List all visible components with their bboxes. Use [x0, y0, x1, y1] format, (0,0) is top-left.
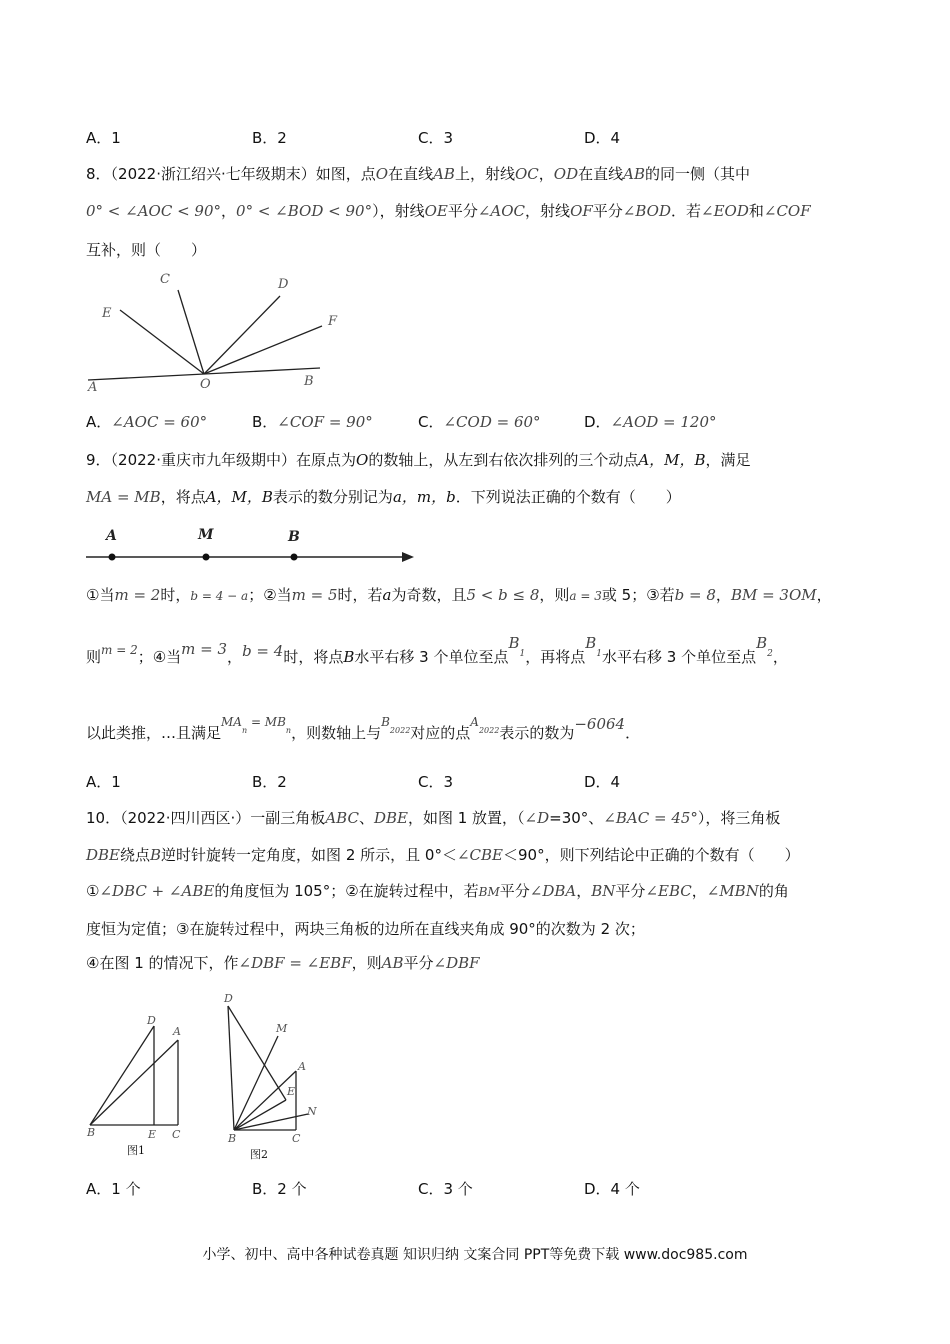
- q9-math: BM = 3OM: [730, 586, 817, 604]
- q10-line-4: 度恒为定值；③在旋转过程中，两块三角板的边所在直线夹角成 90°的次数为 2 次；: [86, 920, 645, 938]
- q8-text: 在直线: [388, 165, 434, 183]
- q9-text: 以此类推，…且满足: [86, 724, 222, 742]
- q9-math: m = 2: [114, 586, 161, 604]
- q9-subscript: n: [241, 726, 248, 735]
- q10-text: ，如图 1 放置，（: [407, 809, 525, 827]
- q10-line-3: [86, 880, 789, 903]
- option-expr: ∠COF = 90°: [277, 413, 373, 431]
- q8-option-a: [86, 411, 207, 433]
- q8-math: 0° < ∠AOC < 90°: [86, 202, 222, 220]
- q9-number: 9．: [86, 451, 111, 469]
- q9-text: （2022·重庆市九年级期中）在原点为: [110, 451, 356, 469]
- axis-arrow-icon: [402, 552, 414, 562]
- q8-option-d: [584, 411, 717, 433]
- q9-text: ，: [227, 648, 243, 666]
- q9-text: ①当: [86, 586, 115, 604]
- q9-math: B: [343, 648, 355, 666]
- q8-text: 在直线: [578, 165, 624, 183]
- q7-option-c: C．3: [418, 129, 454, 147]
- label-a: A: [88, 380, 98, 395]
- q10-math: ∠DBC + ∠ABE: [99, 882, 215, 900]
- q8-text: ，射线: [525, 202, 571, 220]
- q9-text: 对应的点: [410, 724, 471, 742]
- q9-subscript: 2: [767, 649, 773, 659]
- q9-text: ，: [816, 586, 832, 604]
- q9-math: b = 4: [242, 642, 284, 660]
- q10-text: 平分: [615, 882, 646, 900]
- ray-bm: [234, 1036, 278, 1130]
- side-bd: [90, 1026, 154, 1125]
- q8-text: 和: [748, 202, 764, 220]
- option-letter: D．: [584, 413, 611, 431]
- q10-math: ABC: [325, 809, 359, 827]
- q10-math: ∠DBF: [433, 954, 480, 972]
- q9-text: 水平右移 3 个单位至点: [354, 648, 509, 666]
- q10-math: ∠DBF = ∠EBF: [238, 954, 352, 972]
- q10-text: ），将三角板: [697, 809, 781, 827]
- q8-option-b: [252, 411, 373, 433]
- q9-text: 时，若: [337, 586, 383, 604]
- q10-text: 、: [358, 809, 374, 827]
- q8-math: OE: [424, 202, 448, 220]
- q8-text: 上，射线: [454, 165, 515, 183]
- q7-option-d: D．4: [584, 129, 621, 147]
- side-ba: [90, 1040, 178, 1125]
- label-c: C: [160, 272, 170, 287]
- q9-math: O: [356, 451, 369, 469]
- label-e: E: [102, 306, 112, 321]
- q7-option-b: B．2: [252, 129, 287, 147]
- q10-math: DBE: [373, 809, 408, 827]
- ray-oe: [120, 310, 204, 374]
- q10-number: 10．: [86, 809, 121, 827]
- q8-math: OF: [570, 202, 593, 220]
- q10-line-5: [86, 952, 480, 974]
- q9-text: ，将点: [160, 488, 206, 506]
- q8-text: ，: [221, 202, 237, 220]
- q10-text: ，则: [351, 954, 382, 972]
- q9-text: ；④当: [137, 648, 182, 666]
- q9-math: m = 2: [101, 643, 138, 657]
- q8-math: OD: [553, 165, 579, 183]
- q10-math: DBE: [86, 846, 120, 864]
- q9-text: ，: [715, 586, 731, 604]
- q9-text: 则: [86, 648, 102, 666]
- q10-text: ①: [86, 882, 100, 900]
- q10-text: 绕点: [120, 846, 151, 864]
- q9-text: 表示的数分别记为: [272, 488, 393, 506]
- q9-math: B: [585, 634, 597, 652]
- q8-text: ，: [538, 165, 554, 183]
- q9-text: 为奇数，且: [391, 586, 467, 604]
- q9-math: b = 4 − a: [190, 589, 249, 603]
- q9-text: ，则: [539, 586, 570, 604]
- q8-math: OC: [514, 165, 539, 183]
- q10-math: ∠EBC: [645, 882, 692, 900]
- side-bd: [228, 1006, 234, 1130]
- q10-math: ∠CBE: [456, 846, 503, 864]
- label-f: F: [328, 314, 338, 329]
- q10-option-c: C．3 个: [418, 1180, 473, 1198]
- fig1-label-a: A: [173, 1025, 181, 1038]
- q10-option-a: A．1 个: [86, 1180, 141, 1198]
- q8-math: ∠BOD: [622, 202, 671, 220]
- q8-option-c: [418, 411, 541, 433]
- axis-label-a: A: [106, 528, 117, 544]
- option-expr: ∠AOD = 120°: [610, 413, 717, 431]
- q9-text: ．下列说法正确的个数有（ ）: [455, 488, 681, 506]
- q10-math: ∠DBA: [529, 882, 577, 900]
- fig2-label-b: B: [228, 1132, 237, 1145]
- q10-math: ∠MBN: [706, 882, 759, 900]
- side-ba: [234, 1071, 296, 1130]
- q8-text: ．若: [671, 202, 702, 220]
- q10-text: ④在图 1 的情况下，作: [86, 954, 239, 972]
- q9-math: m = 3: [181, 640, 228, 658]
- q9-math: B: [381, 715, 390, 729]
- q9-subscript: 1: [596, 649, 602, 659]
- q9-text: 水平右移 3 个单位至点: [602, 648, 757, 666]
- q9-option-b: B．2: [252, 773, 287, 791]
- q8-text: 平分: [447, 202, 478, 220]
- q9-number-line: [84, 530, 424, 570]
- q10-text: ，: [691, 882, 707, 900]
- axis-label-b: B: [288, 529, 300, 545]
- q8-line-3: 互补，则（ ）: [86, 241, 207, 259]
- q9-text: ，: [772, 648, 788, 666]
- fig2-label-e: E: [287, 1085, 296, 1098]
- q9-math: MA: [221, 715, 242, 729]
- q10-text: 平分: [499, 882, 530, 900]
- q9-math: −6064: [574, 715, 626, 733]
- point-m: [203, 554, 210, 561]
- q10-text: 的角度恒为 105°；②在旋转过程中，若: [214, 882, 479, 900]
- q9-text: ；②当: [248, 586, 292, 604]
- q10-text: ＜90°，则下列结论中正确的个数有（ ）: [502, 846, 800, 864]
- q8-text: （2022·浙江绍兴·七年级期末）如图，点: [110, 165, 376, 183]
- q10-math: ∠BAC = 45°: [603, 809, 698, 827]
- q10-text: ，: [576, 882, 592, 900]
- q9-option-a: A．1: [86, 773, 121, 791]
- q10-text: 的角: [758, 882, 789, 900]
- q9-math: B: [508, 634, 520, 652]
- q9-text: 时，: [160, 586, 191, 604]
- option-letter: C．: [418, 413, 444, 431]
- q9-math: 5 < b ≤ 8: [466, 586, 540, 604]
- fig1-label-d: D: [147, 1014, 156, 1027]
- q9-text: ，满足: [705, 451, 751, 469]
- q7-option-a: A．1: [86, 129, 121, 147]
- fig2-caption: 图2: [250, 1148, 268, 1161]
- q10-math: AB: [381, 954, 404, 972]
- q9-option-d: D．4: [584, 773, 621, 791]
- q9-math: = MB: [247, 715, 286, 729]
- label-b: B: [304, 374, 314, 389]
- point-b: [291, 554, 298, 561]
- axis-label-m: M: [198, 527, 214, 543]
- q9-subscript: 1: [519, 649, 526, 659]
- q8-line-2: [86, 200, 811, 222]
- q9-math: A，M，B: [205, 488, 273, 506]
- q10-math: BN: [591, 882, 616, 900]
- ray-oc: [178, 290, 204, 374]
- q8-math: O: [375, 165, 389, 183]
- fig1-label-b: B: [87, 1126, 96, 1139]
- option-expr: ∠AOC = 60°: [111, 413, 208, 431]
- q8-number: 8．: [86, 165, 111, 183]
- q9-text: 的数轴上，从左到右依次排列的三个动点: [368, 451, 639, 469]
- q9-math: m = 5: [291, 586, 338, 604]
- q10-text: 逆时针旋转一定角度，如图 2 所示，且 0°＜: [161, 846, 457, 864]
- q9-option-c: C．3: [418, 773, 454, 791]
- ray-od: [204, 296, 280, 374]
- q9-line-5: [86, 715, 641, 751]
- fig2-label-a: A: [298, 1060, 306, 1073]
- q9-text: ，再将点: [525, 648, 586, 666]
- q9-subscript: 2022: [478, 726, 500, 735]
- q9-text: ．: [625, 724, 641, 742]
- q10-text: （2022·四川西区·）一副三角板: [120, 809, 326, 827]
- q8-math: AB: [623, 165, 645, 183]
- q9-math: a: [382, 586, 392, 604]
- ray-of: [204, 326, 322, 374]
- label-o: O: [200, 377, 211, 392]
- q9-math: A: [470, 715, 479, 729]
- q9-math: A，M，B: [638, 451, 706, 469]
- q10-line-1: [86, 807, 780, 829]
- fig2-label-d: D: [224, 992, 233, 1005]
- fig2-label-c: C: [292, 1132, 301, 1145]
- q8-math: 0° < ∠BOD < 90°: [236, 202, 373, 220]
- page-footer: 小学、初中、高中各种试卷真题 知识归纳 文案合同 PPT等免费下载 www.doc985.com: [202, 1247, 748, 1263]
- fig1-caption: 图1: [127, 1144, 145, 1157]
- label-d: D: [278, 277, 289, 292]
- q9-math: a = 3: [569, 589, 602, 603]
- option-letter: B．: [252, 413, 278, 431]
- q10-math: ∠D: [524, 809, 550, 827]
- fig1-label-e: E: [148, 1128, 157, 1141]
- q10-text: 平分: [403, 954, 434, 972]
- q8-text: 的同一侧（其中: [644, 165, 750, 183]
- q9-text: ，则数轴上与: [291, 724, 382, 742]
- point-a: [109, 554, 116, 561]
- q9-math: MA = MB: [86, 488, 161, 506]
- q8-text: ），射线: [372, 202, 425, 220]
- q10-option-b: B．2 个: [252, 1180, 307, 1198]
- q9-subscript: n: [285, 726, 292, 735]
- q8-line-1: [86, 163, 750, 185]
- q8-math: ∠AOC: [477, 202, 526, 220]
- q9-text: 时，将点: [283, 648, 344, 666]
- q9-line-1: [86, 449, 751, 471]
- q9-math: a，m，b: [392, 488, 456, 506]
- fig1-label-c: C: [172, 1128, 181, 1141]
- fig2-label-m: M: [276, 1022, 288, 1035]
- q10-option-d: D．4 个: [584, 1180, 640, 1198]
- q10-math: BM: [478, 885, 500, 899]
- ray-bn: [234, 1114, 308, 1130]
- q9-line-4: [86, 634, 788, 675]
- q8-text: 平分: [592, 202, 623, 220]
- q10-math: B: [150, 846, 162, 864]
- q8-math: ∠EOD: [701, 202, 749, 220]
- q10-line-2: [86, 844, 800, 866]
- option-expr: ∠COD = 60°: [443, 413, 541, 431]
- q9-line-3: [86, 584, 832, 607]
- q10-text: =30°、: [549, 809, 604, 827]
- q9-text: 表示的数为: [499, 724, 575, 742]
- side-de: [228, 1006, 286, 1100]
- q9-math: b = 8: [674, 586, 716, 604]
- q9-text: 或 5；③若: [601, 586, 675, 604]
- fig2-label-n: N: [307, 1105, 317, 1118]
- q8-math: ∠COF: [763, 202, 811, 220]
- q8-math: AB: [433, 165, 455, 183]
- q9-math: B: [756, 634, 768, 652]
- q9-subscript: 2022: [389, 726, 411, 735]
- q9-line-2: [86, 486, 681, 508]
- option-letter: A．: [86, 413, 112, 431]
